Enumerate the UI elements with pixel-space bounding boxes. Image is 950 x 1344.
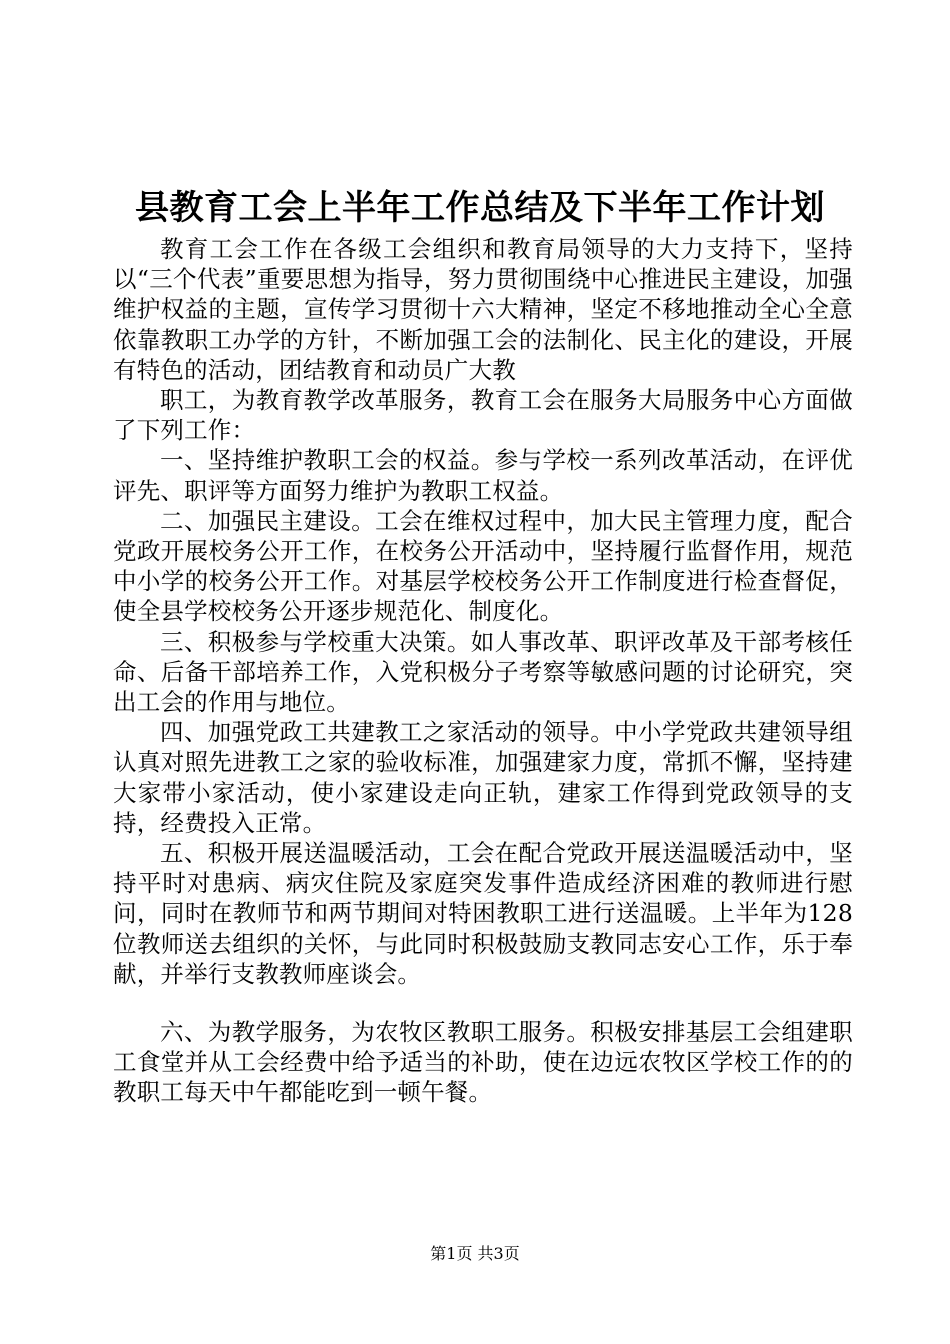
paragraph-intro-continued: 职工，为教育教学改革服务，教育工会在服务大局服务中心方面做了下列工作： (113, 386, 853, 445)
document-body (113, 234, 853, 1108)
paragraph-item-1: 一、坚持维护教职工会的权益。参与学校一系列改革活动，在评优评先、职评等方面努力维护为教职工权益。 (113, 446, 853, 505)
paragraph-item-6: 六、为教学服务，为农牧区教职工服务。积极安排基层工会组建职工食堂并从工会经费中给予适当的补助，使在边远农牧区学校工作的的教职工每天中午都能吃到一顿午餐。 (113, 1018, 853, 1107)
paragraph-item-3: 三、积极参与学校重大决策。如人事改革、职评改革及干部考核任命、后备干部培养工作，入党积极分子考察等敏感问题的讨论研究，突出工会的作用与地位。 (113, 627, 853, 717)
paragraph-item-2: 二、加强民主建设。工会在维权过程中，加大民主管理力度，配合党政开展校务公开工作，在校务公开活动中，坚持履行监督作用，规范中小学的校务公开工作。对基层学校校务公开工作制度进行检查督促，使全县学校校务公开逐步规范化、制度化。 (113, 506, 853, 626)
paragraph-item-5: 五、积极开展送温暖活动，工会在配合党政开展送温暖活动中，坚持平时对患病、病灾住院及家庭突发事件造成经济困难的教师进行慰问，同时在教师节和两节期间对特困教职工进行送温暖。上半年为128位教师送去组织的关怀，与此同时积极鼓励支教同志安心工作，乐于奉献，并举行支教教师座谈会。 (113, 839, 853, 988)
paragraph-intro: 教育工会工作在各级工会组织和教育局领导的大力支持下，坚持以“三个代表”重要思想为指导，努力贯彻围绕中心推进民主建设，加强维护权益的主题，宣传学习贯彻十六大精神，坚定不移地推动全心全意依靠教职工办学的方针，不断加强工会的法制化、民主化的建设，开展有特色的活动，团结教育和动员广大教 (113, 235, 853, 384)
paragraph-spacer (113, 989, 853, 1017)
document-title: 县教育工会上半年工作总结及下半年工作计划 (135, 188, 825, 228)
paragraph-item-4: 四、加强党政工共建教工之家活动的领导。中小学党政共建领导组认真对照先进教工之家的验收标准，加强建家力度，常抓不懈，坚持建大家带小家活动，使小家建设走向正轨，建家工作得到党政领导的支持，经费投入正常。 (113, 718, 853, 837)
page-footer: 第1页 共3页 (430, 1244, 520, 1263)
